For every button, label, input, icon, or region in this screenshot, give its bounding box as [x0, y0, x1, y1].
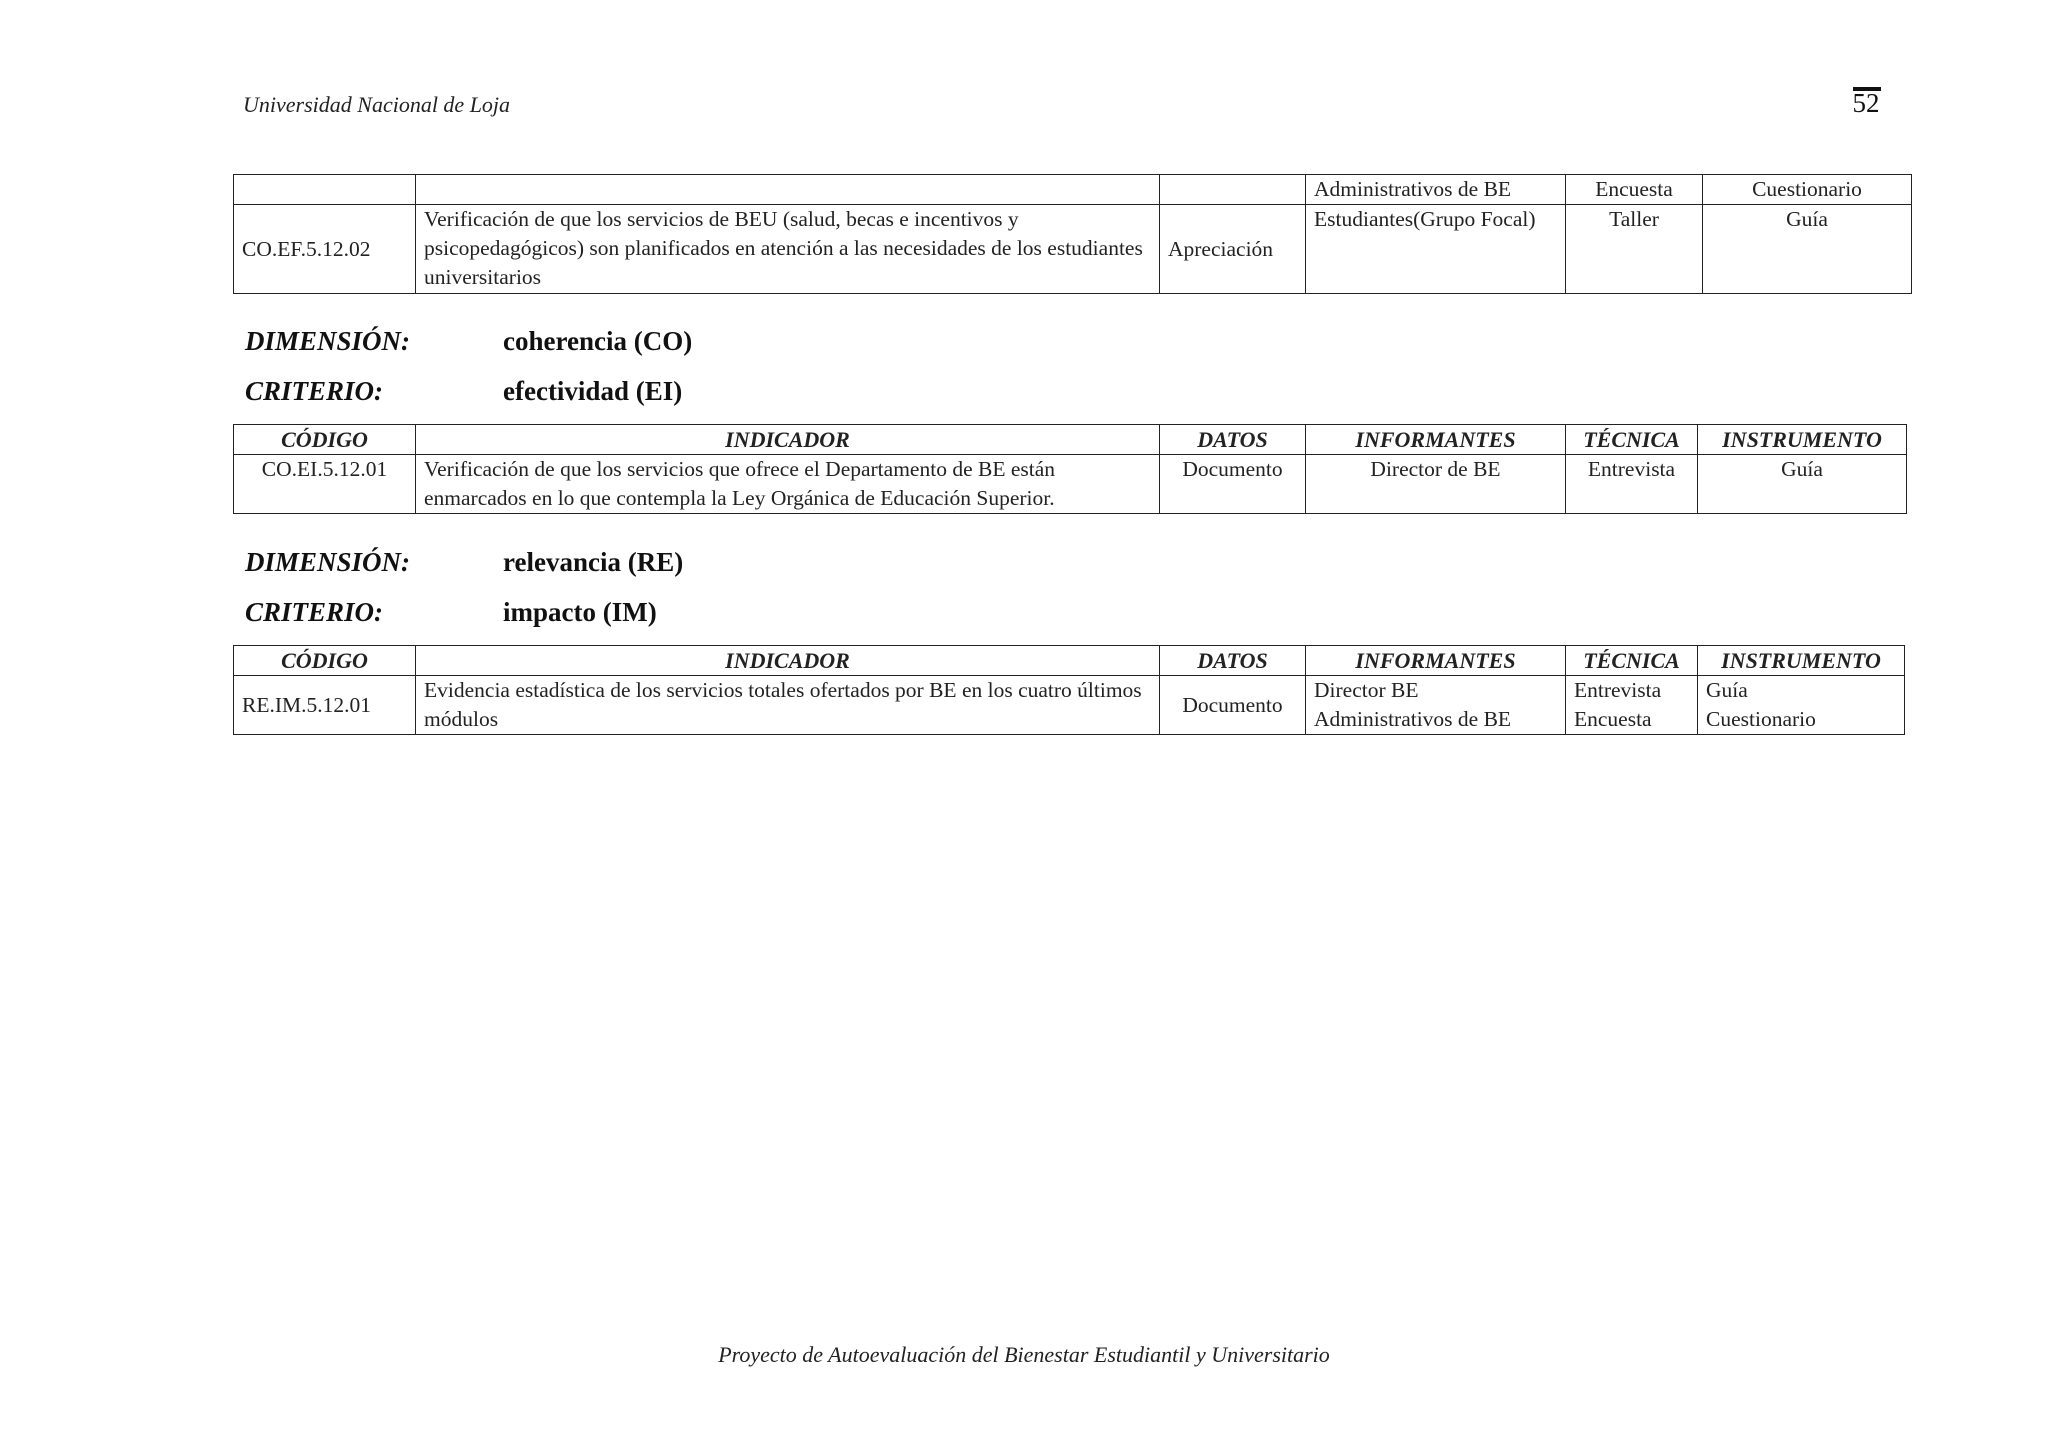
project-footer: Proyecto de Autoevaluación del Bienestar Estudiantil y Universitario: [718, 1342, 1330, 1367]
datos-cell: [1160, 175, 1306, 205]
tecnica-line: Entrevista: [1574, 678, 1662, 702]
table-row: [234, 455, 1907, 514]
indicator-table-coherencia: [233, 424, 1907, 514]
header-datos: DATOS: [1160, 425, 1306, 455]
informante-line: Administrativos de BE: [1314, 707, 1512, 731]
header-informantes: INFORMANTES: [1306, 646, 1566, 676]
table-row: [234, 676, 1905, 735]
codigo-cell: CO.EI.5.12.01: [234, 455, 416, 514]
datos-cell: Documento: [1160, 455, 1306, 514]
table-header-row: [234, 646, 1905, 676]
instrumento-line: Guía: [1706, 678, 1748, 702]
informantes-cell: Estudiantes(Grupo Focal): [1306, 205, 1566, 294]
table-row: [234, 205, 1912, 294]
indicador-cell: [416, 175, 1160, 205]
datos-cell: Apreciación: [1160, 205, 1306, 294]
header-codigo: CÓDIGO: [234, 425, 416, 455]
header-indicador: INDICADOR: [416, 425, 1160, 455]
tecnica-cell: Entrevista: [1566, 455, 1698, 514]
indicador-cell: Verificación de que los servicios que ofrece el Departamento de BE están enmarcados en lo que contempla la Ley Orgánica de Educación Superior.: [416, 455, 1160, 514]
header-indicador: INDICADOR: [416, 646, 1160, 676]
table-header-row: [234, 425, 1907, 455]
codigo-cell: RE.IM.5.12.01: [234, 676, 416, 735]
tecnica-cell: Taller: [1566, 205, 1703, 294]
codigo-cell: CO.EF.5.12.02: [234, 205, 416, 294]
informante-line: Director BE: [1314, 678, 1419, 702]
indicator-table-continuation: [233, 174, 1912, 294]
table-row: [234, 175, 1912, 205]
header-informantes: INFORMANTES: [1306, 425, 1566, 455]
header-instrumento: INSTRUMENTO: [1698, 425, 1907, 455]
instrumento-cell: Guía: [1698, 455, 1907, 514]
instrumento-cell: Cuestionario: [1703, 175, 1912, 205]
header-tecnica: TÉCNICA: [1566, 646, 1698, 676]
indicador-cell: Verificación de que los servicios de BEU (salud, becas e incentivos y psicopedagógicos) son planificados en atención a las necesidades de los estudiantes universitarios: [416, 205, 1160, 294]
indicator-table-relevancia: [233, 645, 1905, 735]
page-number: 52: [1852, 88, 1880, 118]
institution-header: Universidad Nacional de Loja: [243, 92, 511, 117]
header-tecnica: TÉCNICA: [1566, 425, 1698, 455]
criterio-value: impacto (IM): [503, 597, 657, 627]
tecnica-cell: [1566, 676, 1698, 735]
datos-cell: Documento: [1160, 676, 1306, 735]
dimension-label: DIMENSIÓN:: [245, 547, 411, 577]
codigo-cell: [234, 175, 416, 205]
dimension-value: coherencia (CO): [503, 326, 693, 356]
instrumento-line: Cuestionario: [1706, 707, 1816, 731]
instrumento-cell: Guía: [1703, 205, 1912, 294]
tecnica-cell: Encuesta: [1566, 175, 1703, 205]
instrumento-cell: [1698, 676, 1905, 735]
dimension-value: relevancia (RE): [503, 547, 684, 577]
indicador-cell: Evidencia estadística de los servicios totales ofertados por BE en los cuatro últimos módulos: [416, 676, 1160, 735]
criterio-label: CRITERIO:: [245, 376, 384, 406]
informantes-cell: [1306, 676, 1566, 735]
header-datos: DATOS: [1160, 646, 1306, 676]
tecnica-line: Encuesta: [1574, 707, 1652, 731]
dimension-label: DIMENSIÓN:: [245, 326, 411, 356]
header-instrumento: INSTRUMENTO: [1698, 646, 1905, 676]
criterio-value: efectividad (EI): [503, 376, 683, 406]
informantes-cell: Administrativos de BE: [1306, 175, 1566, 205]
informantes-cell: Director de BE: [1306, 455, 1566, 514]
criterio-label: CRITERIO:: [245, 597, 384, 627]
header-codigo: CÓDIGO: [234, 646, 416, 676]
